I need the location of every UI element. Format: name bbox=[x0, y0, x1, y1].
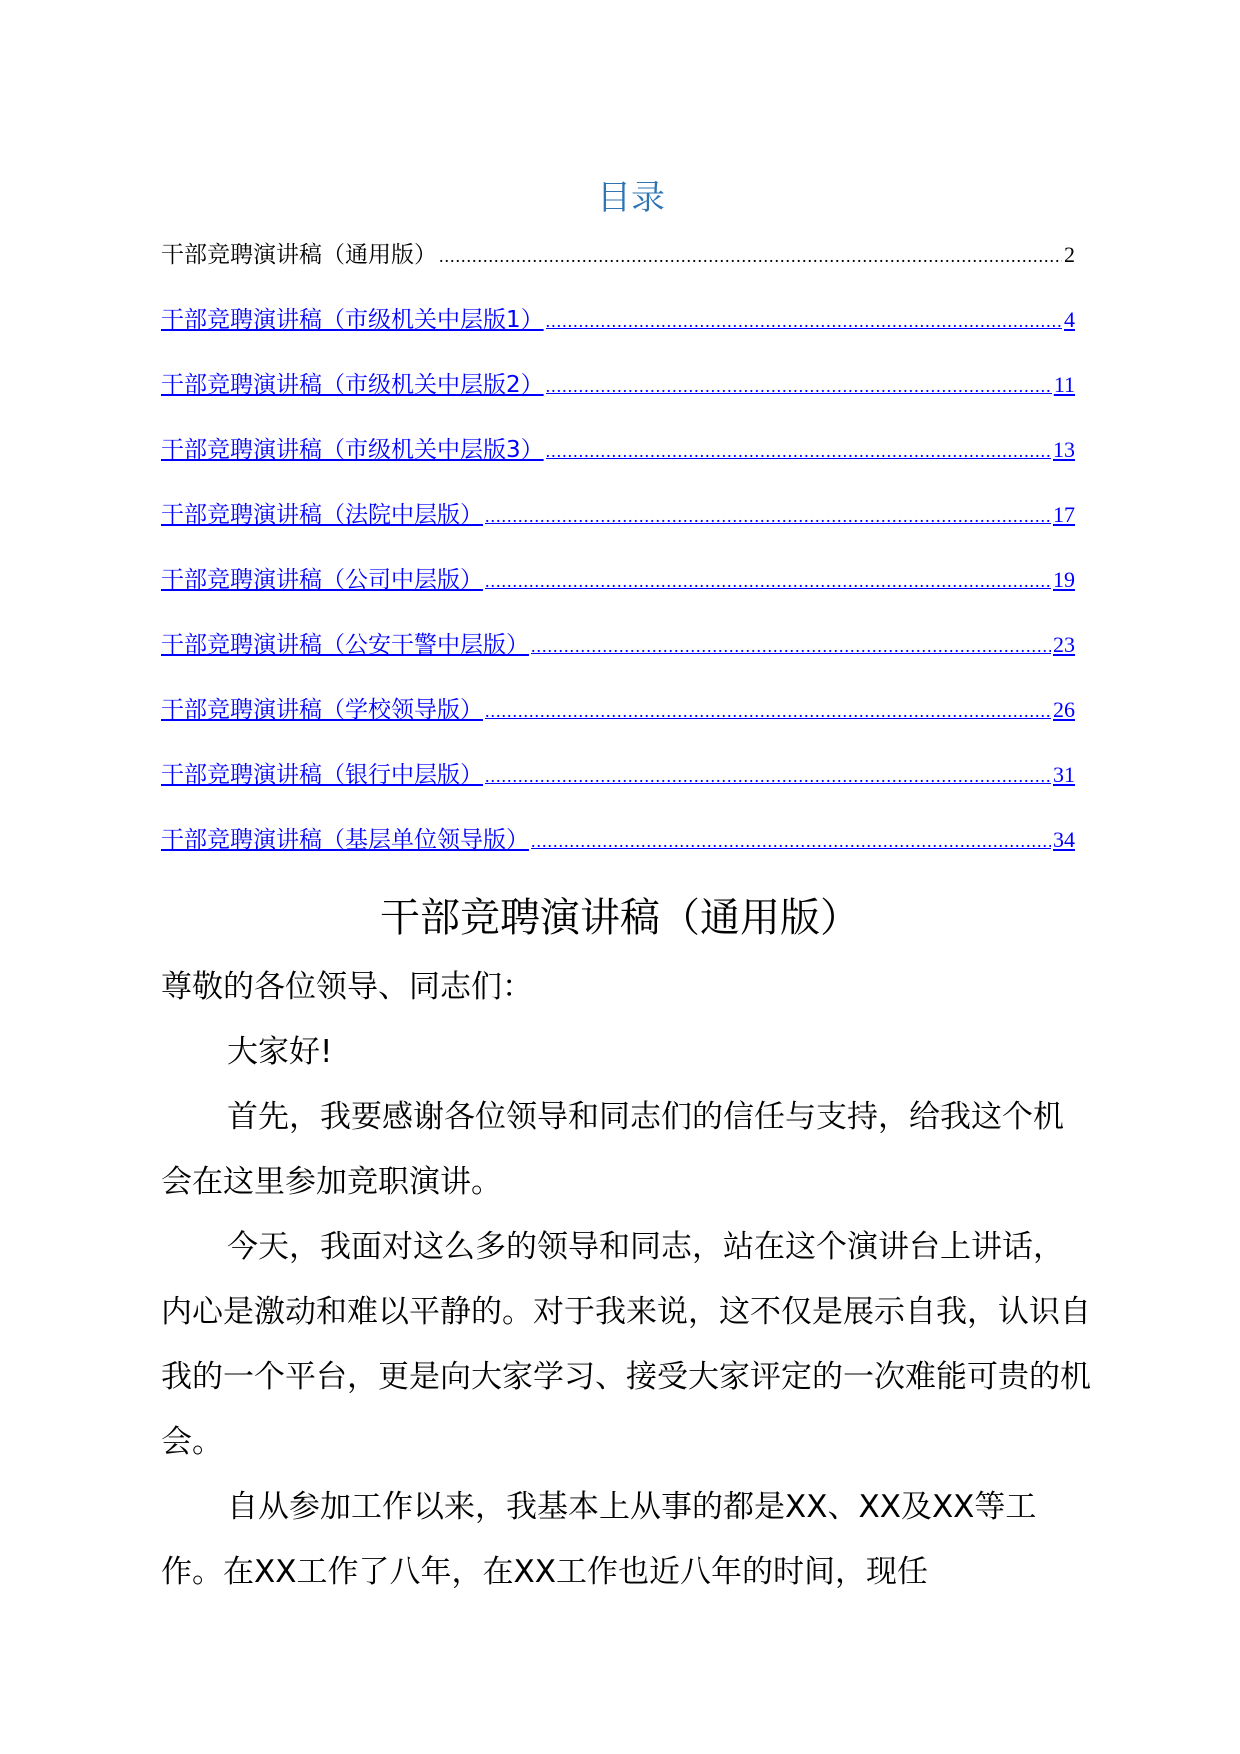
document-body bbox=[161, 955, 1091, 1605]
toc-entry-page: 13 bbox=[1053, 437, 1075, 462]
toc-entry-page: 31 bbox=[1053, 762, 1075, 787]
toc-link[interactable] bbox=[161, 500, 1075, 565]
toc-dot-leader bbox=[531, 826, 1051, 856]
toc-entry-page: 17 bbox=[1053, 502, 1075, 527]
toc-dot-leader bbox=[531, 631, 1051, 661]
toc-dot-leader bbox=[546, 436, 1051, 466]
toc-entry-page: 19 bbox=[1053, 567, 1075, 592]
toc-dot-leader bbox=[485, 566, 1051, 596]
toc-entry-page: 23 bbox=[1053, 632, 1075, 657]
toc-entry-title: 干部竞聘演讲稿（法院中层版） bbox=[161, 502, 483, 528]
toc-link[interactable] bbox=[161, 305, 1075, 370]
toc-link[interactable] bbox=[161, 435, 1075, 500]
toc-entry-title: 干部竞聘演讲稿（学校领导版） bbox=[161, 697, 483, 723]
toc-dot-leader bbox=[485, 501, 1051, 531]
toc-dot-leader bbox=[439, 241, 1062, 271]
toc-entry-page: 26 bbox=[1053, 697, 1075, 722]
salutation: 尊敬的各位领导、同志们： bbox=[161, 969, 533, 1005]
toc-link[interactable] bbox=[161, 565, 1075, 630]
toc-link[interactable] bbox=[161, 370, 1075, 435]
toc-link[interactable] bbox=[161, 695, 1075, 760]
toc-entry-page: 2 bbox=[1064, 242, 1075, 267]
toc-link[interactable] bbox=[161, 760, 1075, 825]
toc-link[interactable] bbox=[161, 630, 1075, 695]
body-paragraph: 首先，我要感谢各位领导和同志们的信任与支持，给我这个机会在这里参加竞职演讲。 bbox=[161, 1099, 1064, 1200]
body-paragraph: 大家好! bbox=[227, 1034, 333, 1070]
toc-dot-leader bbox=[485, 761, 1051, 791]
document-title: 干部竞聘演讲稿（通用版） bbox=[380, 895, 860, 941]
toc-dot-leader bbox=[546, 371, 1052, 401]
toc-entry-title: 干部竞聘演讲稿（银行中层版） bbox=[161, 762, 483, 788]
body-paragraph: 今天，我面对这么多的领导和同志，站在这个演讲台上讲话，内心是激动和难以平静的。对于我来说，这不仅是展示自我，认识自我的一个平台，更是向大家学习、接受大家评定的一次难能可贵的机会。 bbox=[161, 1229, 1091, 1460]
toc-entry-title: 干部竞聘演讲稿（公司中层版） bbox=[161, 567, 483, 593]
toc-entry-title: 干部竞聘演讲稿（通用版） bbox=[161, 242, 437, 268]
toc-entry-page: 4 bbox=[1064, 307, 1075, 332]
toc-entry-title: 干部竞聘演讲稿（市级机关中层版2） bbox=[161, 372, 544, 398]
toc-entry-page: 34 bbox=[1053, 827, 1075, 852]
toc-entry-title: 干部竞聘演讲稿（市级机关中层版1） bbox=[161, 307, 544, 333]
toc-entry-title: 干部竞聘演讲稿（市级机关中层版3） bbox=[161, 437, 544, 463]
table-of-contents bbox=[161, 240, 1075, 890]
body-paragraph: 自从参加工作以来，我基本上从事的都是XX、XX及XX等工作。在XX工作了八年，在XX工作也近八年的时间，现任 bbox=[161, 1489, 1037, 1590]
toc-entry-title: 干部竞聘演讲稿（公安干警中层版） bbox=[161, 632, 529, 658]
toc-entry-title: 干部竞聘演讲稿（基层单位领导版） bbox=[161, 827, 529, 853]
toc-link[interactable] bbox=[161, 825, 1075, 890]
toc-entry-page: 11 bbox=[1053, 372, 1075, 397]
toc-dot-leader bbox=[546, 306, 1062, 336]
toc-entry[interactable] bbox=[161, 240, 1075, 305]
toc-dot-leader bbox=[485, 696, 1051, 726]
toc-heading: 目录 bbox=[597, 178, 665, 218]
